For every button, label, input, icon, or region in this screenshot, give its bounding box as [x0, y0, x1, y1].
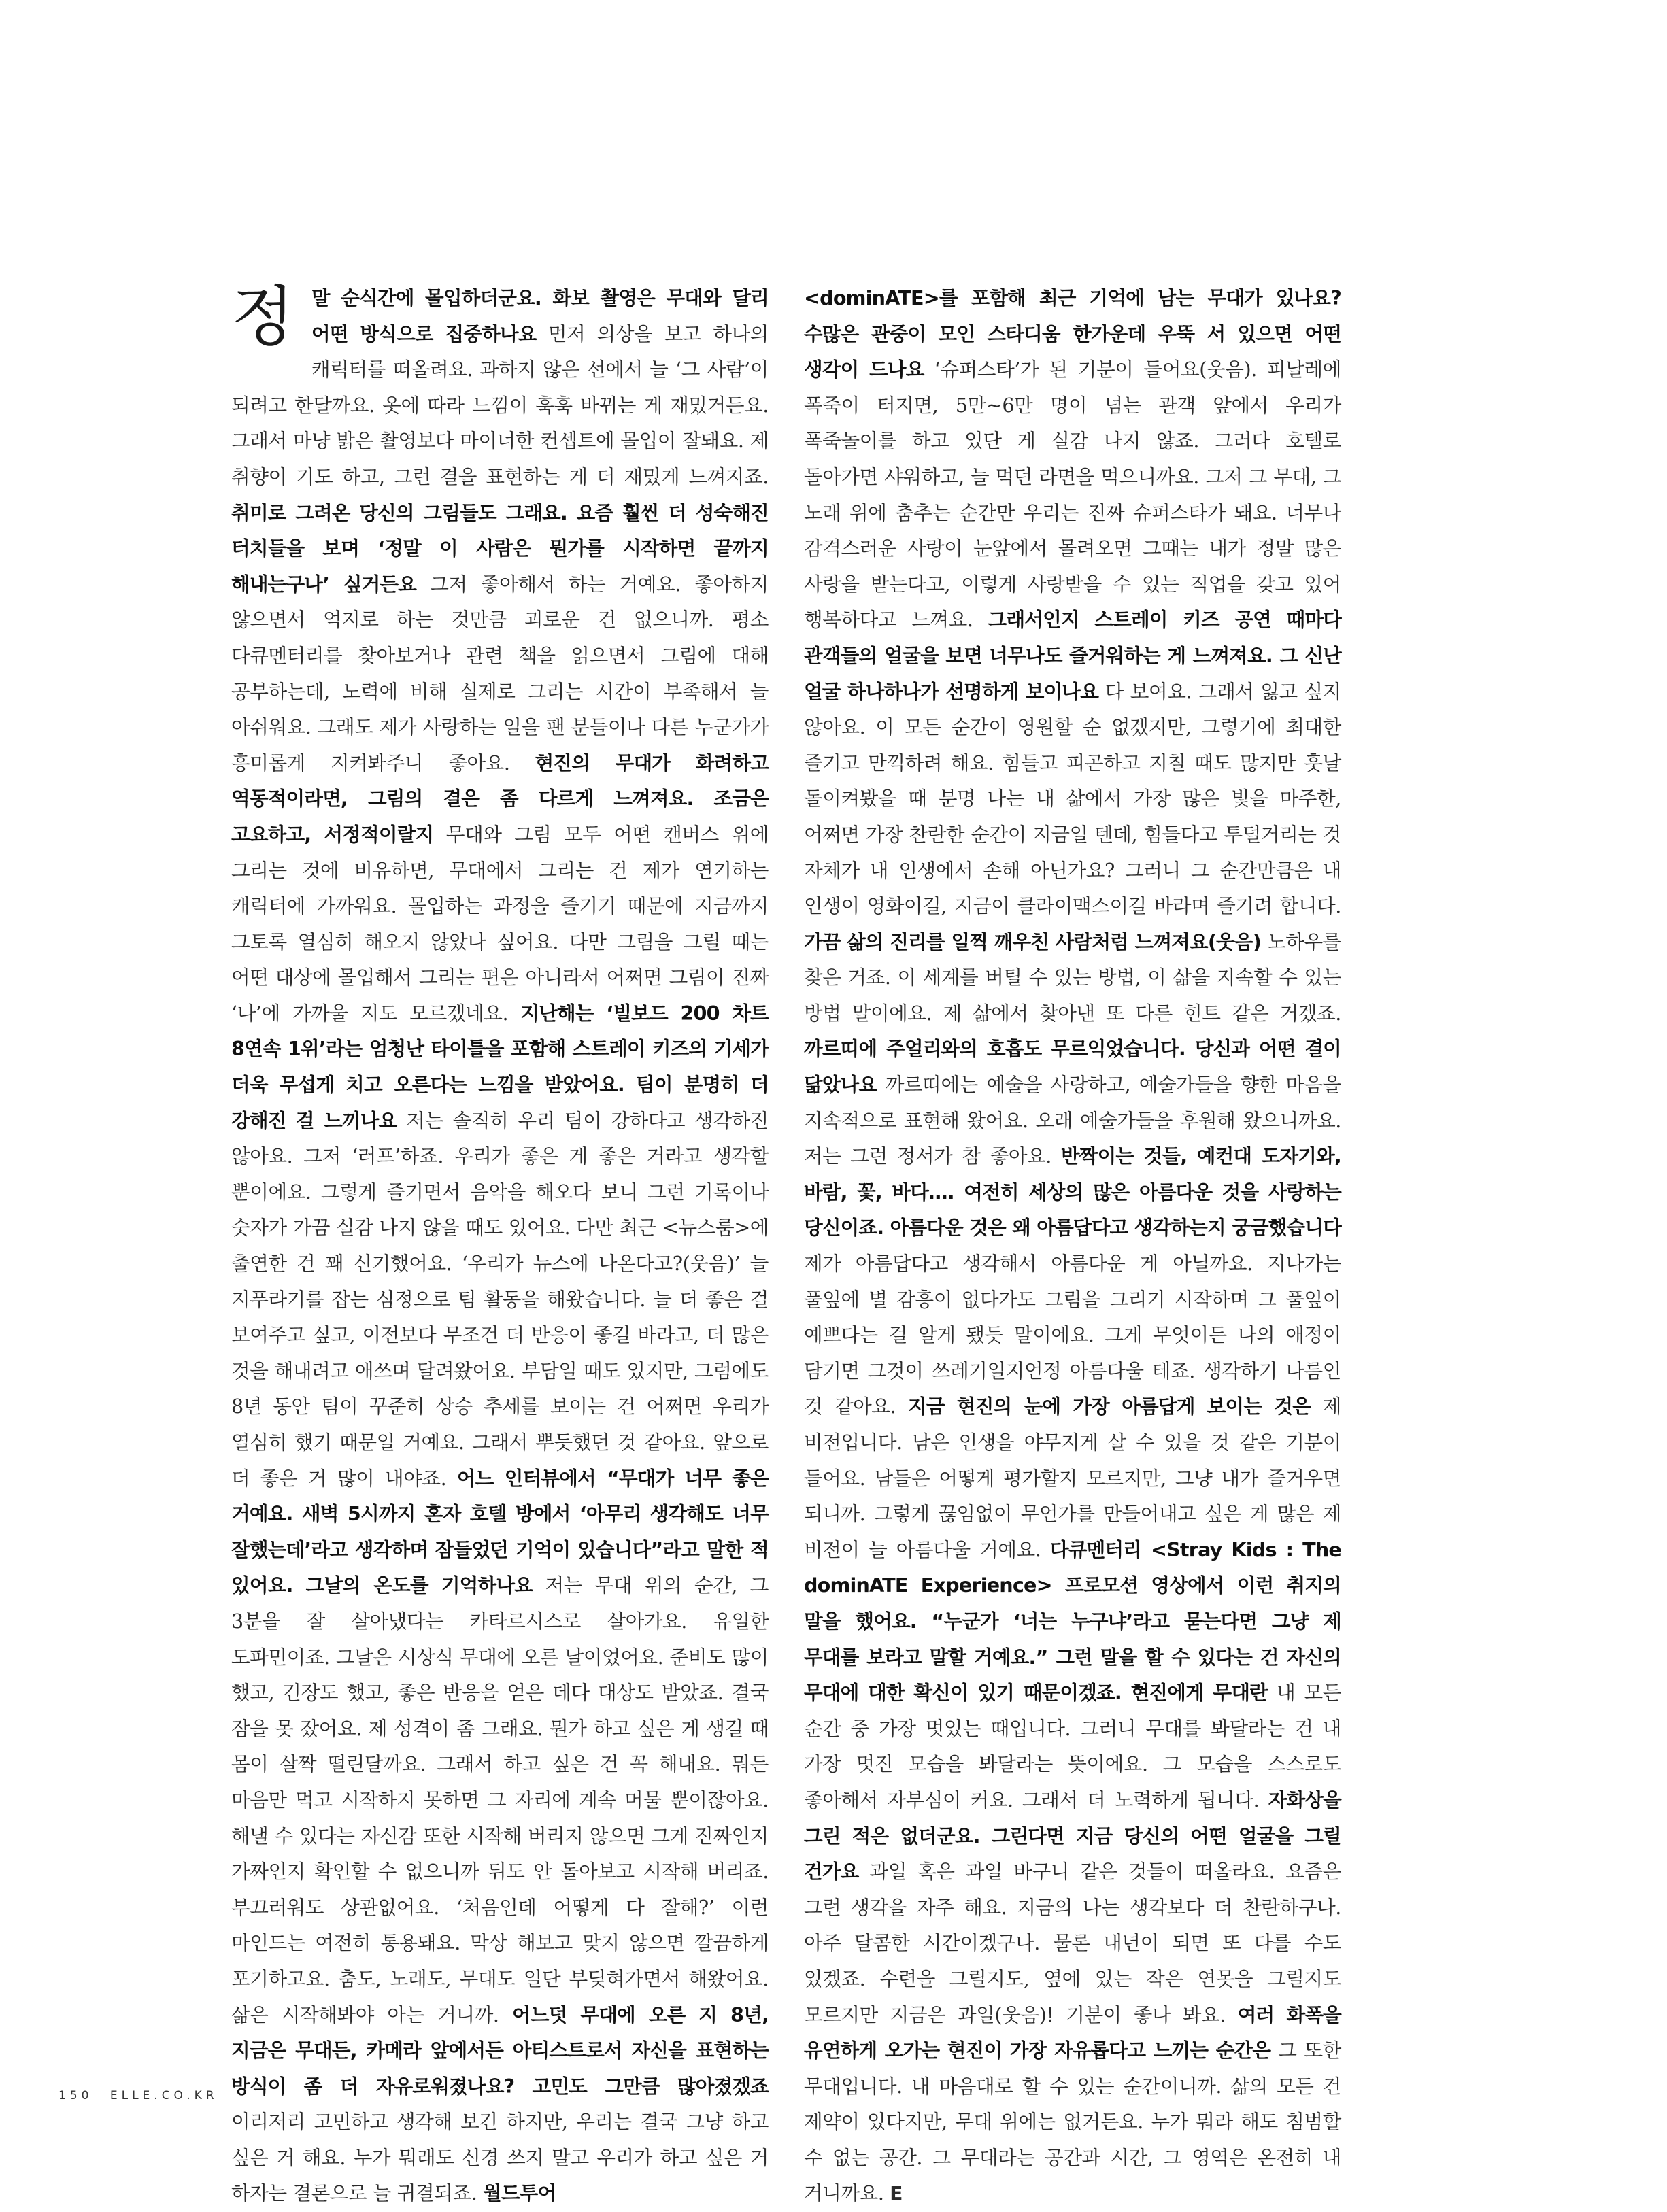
answer-text: 저는 무대 위의 순간, 그 3분을 잘 살아냈다는 카타르시스로 살아가요. 유일한 도파민이죠. 그날은 시상식 무대에 오른 날이었어요. 준비도 많이 했고, 긴장도 했고, 좋은 반응을 얻은 데다 대상도 받았죠. 결국 잠을 못 잤어요. 제 성격이 좀 그래요. 뭔가 하고 싶은 게 생길 때 몸이 살짝 떨린달까요. 그래서 하고 싶은 건 꼭 해내요. 뭐든 마음만 먹고 시작하지 못하면 그 자리에 계속 머물 뿐이잖아요. 해낼 수 있다는 자신감 또한 시작해 버리지 않으면 그게 진짜인지 가짜인지 확인할 수 없으니까 뒤도 안 돌아보고 시작해 버리죠. 부끄러워도 상관없어요. ‘처음인데 어떻게 다 잘해?’ 이런 마인드는 여전히 통용돼요. 막상 해보고 맞지 않으면 깔끔하게 포기하고요. 춤도, 노래도, 무대도 일단 부딪혀가면서 해왔어요. 삶은 시작해봐야 아는 거니까.: [231, 1573, 769, 2026]
article-column-left: [231, 280, 769, 2211]
answer-text: 까르띠에는 예술을 사랑하고, 예술가들을 향한 마음을 지속적으로 표현해 왔어요. 오래 예술가들을 후원해 왔으니까요. 저는 그런 정서가 참 좋아요.: [804, 1073, 1341, 1168]
page-footer: [58, 2089, 218, 2103]
question-text: 월드투어: [483, 2181, 556, 2205]
answer-text: 제 비전입니다. 남은 인생을 야무지게 살 수 있을 것 같은 기분이 들어요. 남들은 어떻게 평가할지 모르지만, 그냥 내가 즐거우면 되니까. 그렇게 끊임없이 무언가를 만들어내고 싶은 게 많은 제 비전이 늘 아름다울 거예요.: [804, 1395, 1341, 1561]
answer-text: 다 보여요. 그래서 잃고 싶지 않아요. 이 모든 순간이 영원할 순 없겠지만, 그렇기에 최대한 즐기고 만끽하려 해요. 힘들고 피곤하고 지칠 때도 많지만 훗날 돌이켜봤을 때 분명 나는 내 삶에서 가장 많은 빛을 마주한, 어쩌면 가장 찬란한 순간이 지금일 텐데, 힘들다고 투덜거리는 것 자체가 내 인생에서 손해 아닌가요? 그러니 그 순간만큼은 내 인생이 영화이길, 지금이 클라이맥스이길 바라며 즐기려 합니다.: [804, 679, 1341, 918]
article-text-right: [804, 280, 1341, 2212]
answer-text: 과일 혹은 과일 바구니 같은 것들이 떠올라요. 요즘은 그런 생각을 자주 해요. 지금의 나는 생각보다 더 찬란하구나. 아주 달콤한 시간이겠구나. 물론 내년이 되면 또 다를 수도 있겠죠. 수련을 그릴지도, 옆에 있는 작은 연못을 그릴지도 모르지만 지금은 과일(웃음)! 기분이 좋나 봐요.: [804, 1860, 1341, 2026]
question-text: 까르띠에 주얼리와의 호흡도 무르익었습니다. 당신과 어떤 결이 닮았나요: [804, 1037, 1341, 1097]
question-text: 반짝이는 것들, 예컨대 도자기와, 바람, 꽃, 바다…. 여전히 세상의 많은 아름다운 것을 사랑하는 당신이죠. 아름다운 것은 왜 아름답다고 생각하는지 궁금했습니다: [804, 1144, 1341, 1240]
answer-text: 제가 아름답다고 생각해서 아름다운 게 아닐까요. 지나가는 풀잎에 별 감흥이 없다가도 그림을 그리기 시작하며 그 풀잎이 예쁘다는 걸 알게 됐듯 말이에요. 그게 무엇이든 나의 애정이 담기면 그것이 쓰레기일지언정 아름다울 테죠. 생각하기 나름인 것 같아요.: [804, 1252, 1341, 1418]
article-column-right: [804, 280, 1341, 2212]
answer-text: ‘슈퍼스타’가 된 기분이 들어요(웃음). 피날레에 폭죽이 터지면, 5만~6만 명이 넘는 관객 앞에서 우리가 폭죽놀이를 하고 있단 게 실감 나지 않죠. 그러다 호텔로 돌아가면 샤워하고, 늘 먹던 라면을 먹으니까요. 그저 그 무대, 그 노래 위에 춤추는 순간만 우리는 진짜 슈퍼스타가 돼요. 너무나 감격스러운 사랑이 눈앞에서 몰려오면 그때는 내가 정말 많은 사랑을 받는다고, 이렇게 사랑받을 수 있는 직업을 갖고 있어 행복하다고 느껴요.: [804, 358, 1341, 632]
magazine-url: ELLE.CO.KR: [110, 2089, 218, 2103]
question-text: 다큐멘터리 <Stray Kids : The dominATE Experience> 프로모션 영상에서 이런 취지의 말을 했어요. “누군가 ‘너는 누구냐’라고 묻는다면 그냥 제 무대를 보라고 말할 거예요.” 그런 말을 할 수 있다는 건 자신의 무대에 대한 확신이 있기 때문이겠죠. 현진에게 무대란: [804, 1537, 1341, 1705]
answer-text: 저는 솔직히 우리 팀이 강하다고 생각하진 않아요. 그저 ‘러프’하죠. 우리가 좋은 게 좋은 거라고 생각할 뿐이에요. 그렇게 즐기면서 음악을 해오다 보니 그런 기록이나 숫자가 가끔 실감 나지 않을 때도 있어요. 다만 최근 <뉴스룸>에 출연한 건 꽤 신기했어요. ‘우리가 뉴스에 나온다고?(웃음)’ 늘 지푸라기를 잡는 심정으로 팀 활동을 해왔습니다. 늘 더 좋은 걸 보여주고 싶고, 이전보다 무조건 더 반응이 좋길 바라고, 더 많은 것을 해내려고 애쓰며 달려왔어요. 부담일 때도 있지만, 그럼에도 8년 동안 팀이 꾸준히 상승 추세를 보이는 건 어쩌면 우리가 열심히 했기 때문일 거예요. 그래서 뿌듯했던 것 같아요. 앞으로 더 좋은 거 많이 내야죠.: [231, 1108, 769, 1490]
answer-text: 이리저리 고민하고 생각해 보긴 하지만, 우리는 결국 그냥 하고 싶은 거 해요. 누가 뭐래도 신경 쓰지 말고 우리가 하고 싶은 거 하자는 결론으로 늘 귀결되죠.: [231, 2110, 769, 2205]
drop-cap: 정: [231, 279, 294, 355]
question-text: <dominATE>를 포함해 최근 기억에 남는 무대가 있나요? 수많은 관중이 모인 스타디움 한가운데 우뚝 서 있으면 어떤 생각이 드나요: [804, 286, 1341, 381]
question-text: 여러 화폭을 유연하게 오가는 현진이 가장 자유롭다고 느끼는 순간은: [804, 2003, 1341, 2062]
question-text: 어느 인터뷰에서 “무대가 너무 좋은 거예요. 새벽 5시까지 혼자 호텔 방에서 ‘아무리 생각해도 너무 잘했는데’라고 생각하며 잠들었던 기억이 있습니다”라고 말한 적 있어요. 그날의 온도를 기억하나요: [231, 1466, 769, 1597]
question-text: 그래서인지 스트레이 키즈 공연 때마다 관객들의 얼굴을 보면 너무나도 즐거워하는 게 느껴져요. 그 신난 얼굴 하나하나가 선명하게 보이나요: [804, 608, 1341, 703]
question-text: 현진의 무대가 화려하고 역동적이라면, 그림의 결은 좀 다르게 느껴져요. 조금은 고요하고, 서정적이랄지: [231, 751, 769, 846]
question-text: 자화상을 그린 적은 없더군요. 그린다면 지금 당신의 어떤 얼굴을 그릴 건가요: [804, 1788, 1341, 1884]
question-text: 취미로 그려온 당신의 그림들도 그래요. 요즘 훨씬 더 성숙해진 터치들을 보며 ‘정말 이 사람은 뭔가를 시작하면 끝까지 해내는구나’ 싶거든요: [231, 500, 769, 596]
answer-text: 내 모든 순간 중 가장 멋있는 때입니다. 그러니 무대를 봐달라는 건 내 가장 멋진 모습을 봐달라는 뜻이에요. 그 모습을 스스로도 좋아해서 자부심이 커요. 그래서 더 노력하게 됩니다.: [804, 1681, 1341, 1811]
answer-text: 먼저 의상을 보고 하나의 캐릭터를 떠올려요. 과하지 않은 선에서 늘 ‘그 사람’이 되려고 한달까요. 옷에 따라 느낌이 훅훅 바뀌는 게 재밌거든요. 그래서 마냥 밝은 촬영보다 마이너한 컨셉트에 몰입이 잘돼요. 제 취향이 기도 하고, 그런 결을 표현하는 게 더 재밌게 느껴지죠.: [231, 322, 769, 488]
article-text-left: [231, 280, 769, 2211]
question-text: 지난해는 ‘빌보드 200 차트 8연속 1위’라는 엄청난 타이틀을 포함해 스트레이 키즈의 기세가 더욱 무섭게 치고 오른다는 느낌을 받았어요. 팀이 분명히 더 강해진 걸 느끼나요: [231, 1001, 769, 1132]
answer-text: 그저 좋아해서 하는 거예요. 좋아하지 않으면서 억지로 하는 것만큼 괴로운 건 없으니까. 평소 다큐멘터리를 찾아보거나 관련 책을 읽으면서 그림에 대해 공부하는데, 노력에 비해 실제로 그리는 시간이 부족해서 늘 아쉬워요. 그래도 제가 사랑하는 일을 팬 분들이나 다른 누군가가 흥미롭게 지켜봐주니 좋아요.: [231, 572, 769, 775]
question-text: 어느덧 무대에 오른 지 8년, 지금은 무대든, 카메라 앞에서든 아티스트로서 자신을 표현하는 방식이 좀 더 자유로워졌나요? 고민도 그만큼 많아졌겠죠: [231, 2003, 769, 2098]
answer-text: 무대와 그림 모두 어떤 캔버스 위에 그리는 것에 비유하면, 무대에서 그리는 건 제가 연기하는 캐릭터에 가까워요. 몰입하는 과정을 즐기기 때문에 지금까지 그토록 열심히 해오지 않았나 싶어요. 다만 그림을 그릴 때는 어떤 대상에 몰입해서 그리는 편은 아니라서 어쩌면 그림이 진짜 ‘나’에 가까울 지도 모르겠네요.: [231, 822, 769, 1025]
answer-text: 그 또한 무대입니다. 내 마음대로 할 수 있는 순간이니까. 삶의 모든 건 제약이 있다지만, 무대 위에는 없거든요. 누가 뭐라 해도 침범할 수 없는 공간. 그 무대라는 공간과 시간, 그 영역은 온전히 내 거니까요.: [804, 2039, 1341, 2205]
end-mark: E: [890, 2182, 903, 2205]
question-text: 지금 현진의 눈에 가장 아름답게 보이는 것은: [908, 1395, 1311, 1418]
answer-text: 노하우를 찾은 거죠. 이 세계를 버틸 수 있는 방법, 이 삶을 지속할 수 있는 방법 말이에요. 제 삶에서 찾아낸 또 다른 힌트 같은 거겠죠.: [804, 930, 1342, 1025]
page-number: 150: [58, 2089, 93, 2103]
question-text: 가끔 삶의 진리를 일찍 깨우친 사람처럼 느껴져요(웃음): [804, 930, 1262, 953]
question-text: 말 순식간에 몰입하더군요. 화보 촬영은 무대와 달리 어떤 방식으로 집중하나요: [311, 286, 769, 345]
